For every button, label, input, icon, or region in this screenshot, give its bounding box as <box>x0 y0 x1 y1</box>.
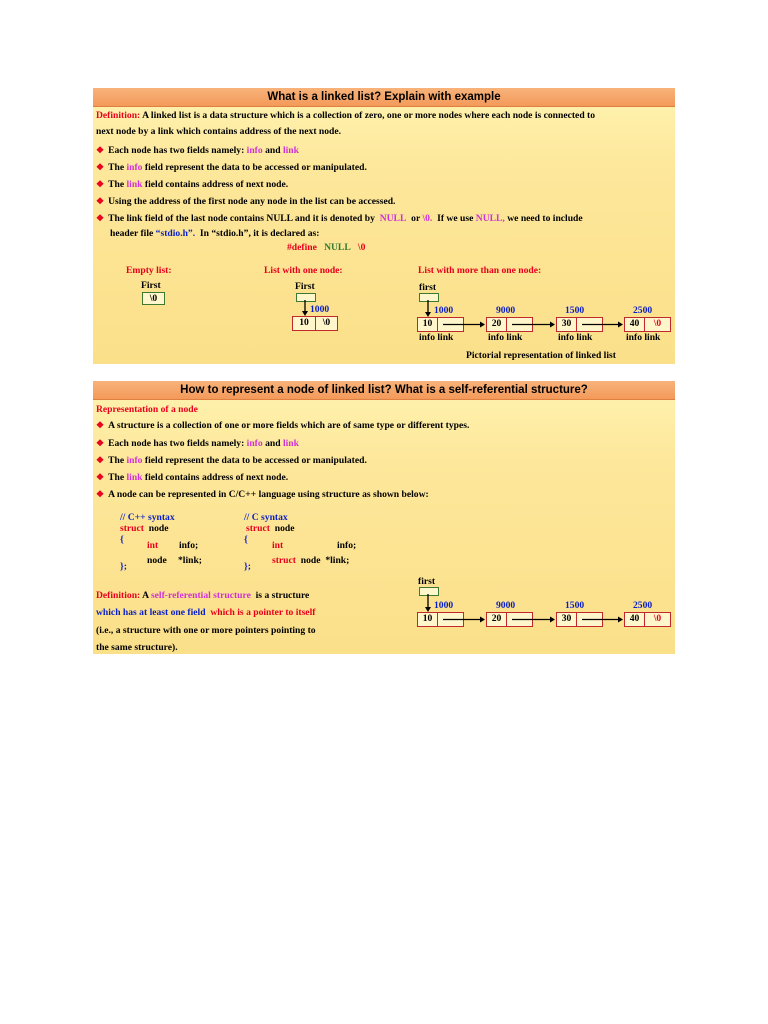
representation-label: Representation of a node <box>96 404 198 415</box>
definition-line-2: next node by a link which contains address of the next node. <box>96 126 342 137</box>
diamond-bullet-icon: ❖ <box>96 455 105 465</box>
arrow-head-icon <box>550 322 555 328</box>
node-info: 20 <box>491 318 502 329</box>
bullet-link-field: ❖ The link field contains address of next node. <box>96 179 289 190</box>
node-info: 10 <box>422 318 433 329</box>
node-address: 9000 <box>496 305 516 316</box>
bullet-two-fields: ❖ Each node has two fields namely: info and link <box>96 145 299 156</box>
bullet-null: ❖ The link field of the last node contains NULL and it is denoted by NULL or \0. If we use NULL, we need to include <box>96 213 583 224</box>
bullet-link-field-2: ❖ The link field contains address of next node. <box>96 472 289 483</box>
one-node-address: 1000 <box>310 304 330 315</box>
node-address: 1500 <box>565 305 585 316</box>
info-link-label: info link <box>488 332 523 343</box>
arrow-head-icon <box>618 617 623 623</box>
node-address: 9000 <box>496 600 516 611</box>
bullet-first-node: ❖ Using the address of the first node any node in the list can be accessed. <box>96 196 396 207</box>
node-link: \0 <box>653 613 662 624</box>
node-address: 1500 <box>565 600 585 611</box>
arrow-head-icon <box>480 617 485 623</box>
diagram-caption: Pictorial representation of linked list <box>466 350 616 361</box>
one-node-first-label: First <box>295 281 315 292</box>
srs-definition-line-1: Definition: A self-referential structure is a structure <box>96 590 310 601</box>
slide-node-representation: How to represent a node of linked list? What is a self-referential structure? Representation of a node ❖ A structure is a collection of one or more fields which are of same type or different types. ❖ Each node has two fields namely: info and link ❖ The info field represent the data to be accessed or manipulated. ❖ The link field contains address of next node. ❖ A node can be represented in C/C++ language using structure as shown below: // C++ syntax struct node { int info; node *link; }; // C syntax struct node { int info; struct node *link; }; Definition: A self-referential structure is a structure which has at least one field which is a pointer to itself (i.e., a structure with one or more pointers pointing to the same structure). first 1000 10 9000 20 1500 30 2500 40 \0 <box>93 381 675 654</box>
one-node: 10 \0 <box>292 316 338 331</box>
node-info: 30 <box>561 318 572 329</box>
diamond-bullet-icon: ❖ <box>96 179 105 189</box>
node-address: 1000 <box>434 305 454 316</box>
arrow-head-icon <box>480 322 485 328</box>
info-link-label: info link <box>419 332 454 343</box>
node-arrows <box>93 88 675 364</box>
diamond-bullet-icon: ❖ <box>96 162 105 172</box>
srs-first-label: first <box>418 576 436 587</box>
slide1-title: What is a linked list? Explain with example <box>93 88 675 107</box>
empty-first-label: First <box>141 280 161 291</box>
node-address: 2500 <box>633 305 653 316</box>
srs-definition-line-4: the same structure). <box>96 642 178 653</box>
node-link: \0 <box>653 318 662 329</box>
info-link-label: info link <box>626 332 661 343</box>
arrow-head-icon <box>618 322 623 328</box>
arrow-head-icon <box>550 617 555 623</box>
node-info: 40 <box>629 318 640 329</box>
node-address: 1000 <box>434 600 454 611</box>
definition-line-1: Definition: A linked list is a data structure which is a collection of zero, one or more nodes where each node is connected to <box>96 110 596 121</box>
node-address: 2500 <box>633 600 653 611</box>
bullet-null-line-2: header file “stdio.h”. In “stdio.h”, it is declared as: <box>110 228 320 239</box>
one-node-label: List with one node: <box>264 265 343 276</box>
slide-linked-list <box>93 88 675 364</box>
empty-list-label: Empty list: <box>126 265 172 276</box>
diamond-bullet-icon: ❖ <box>96 438 105 448</box>
bullet-info-field: ❖ The info field represent the data to be accessed or manipulated. <box>96 162 367 173</box>
diamond-bullet-icon: ❖ <box>96 145 105 155</box>
node-info: 10 <box>422 613 433 624</box>
diamond-bullet-icon: ❖ <box>96 420 105 430</box>
node-info: 20 <box>491 613 502 624</box>
diamond-bullet-icon: ❖ <box>96 489 105 499</box>
info-link-label: info link <box>558 332 593 343</box>
node-info: 30 <box>561 613 572 624</box>
many-first-label: first <box>419 282 437 293</box>
many-node-label: List with more than one node: <box>418 265 542 276</box>
define-null: #define NULL \0 <box>287 242 366 253</box>
diamond-bullet-icon: ❖ <box>96 196 105 206</box>
srs-definition-line-3: (i.e., a structure with one or more pointers pointing to <box>96 625 316 636</box>
bullet-two-fields-2: ❖ Each node has two fields namely: info and link <box>96 438 299 449</box>
bullet-node-representation: ❖ A node can be represented in C/C++ language using structure as shown below: <box>96 489 429 500</box>
empty-first-pointer: \0 <box>142 292 165 305</box>
diamond-bullet-icon: ❖ <box>96 213 105 223</box>
node-info: 40 <box>629 613 640 624</box>
node-arrows <box>93 381 675 657</box>
diamond-bullet-icon: ❖ <box>96 472 105 482</box>
bullet-structure: ❖ A structure is a collection of one or more fields which are of same type or different types. <box>96 420 470 431</box>
slide2-title: How to represent a node of linked list? What is a self-referential structure? <box>93 381 675 400</box>
bullet-info-field-2: ❖ The info field represent the data to be accessed or manipulated. <box>96 455 367 466</box>
srs-definition-line-2: which has at least one field which is a pointer to itself <box>96 607 316 618</box>
